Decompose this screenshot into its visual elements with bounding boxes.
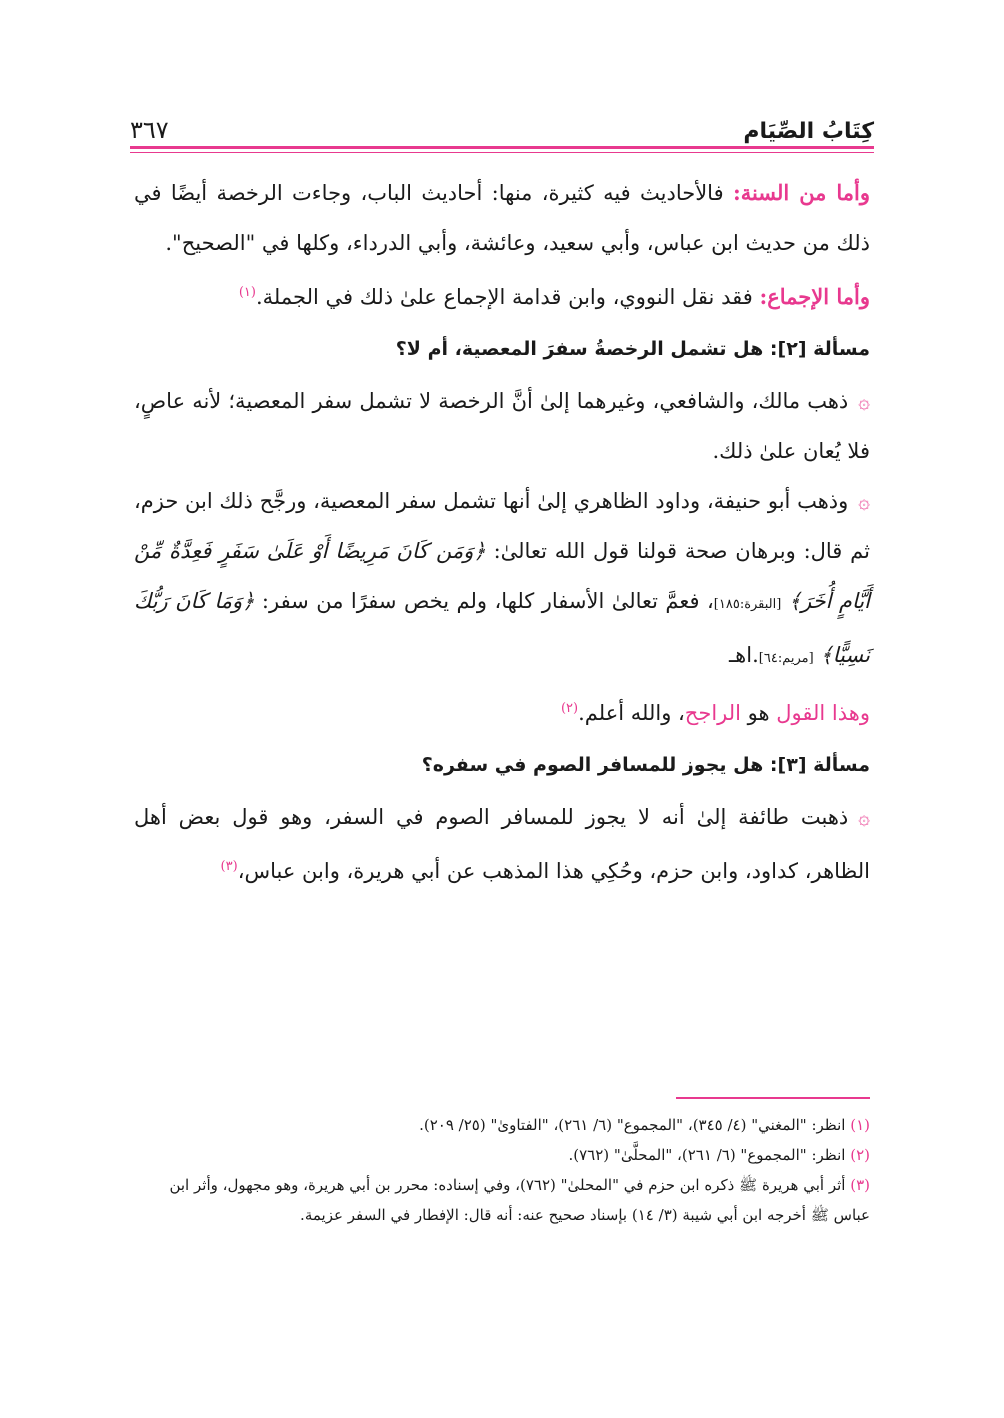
opinion-2-text-a: وذهب أبو حنيفة، وداود الظاهري إلىٰ أنها تشمل سفر المعصية، ورجَّح ذلك ابن حزم، ثم قال: وبرهان صحة قولنا قول الله تعالىٰ: bbox=[134, 489, 870, 563]
ijma-label: وأما الإجماع: bbox=[759, 284, 870, 309]
footnote-3-number: (٣) bbox=[850, 1176, 870, 1194]
question-3-heading bbox=[134, 738, 870, 792]
rajih-paragraph bbox=[134, 684, 870, 738]
question-2-opinion-2 bbox=[134, 476, 870, 684]
rajih-part-3: الراجح bbox=[684, 701, 741, 725]
verse-1-reference: [البقرة:١٨٥] bbox=[713, 597, 782, 612]
header-rule-thin bbox=[130, 152, 874, 153]
star-ornament-icon: ۞ bbox=[858, 805, 870, 829]
quran-verse-1: ﴿وَمَن كَانَ مَرِيضًا أَوْ عَلَىٰ سَفَرٍ فَعِدَّةٌ مِّنْ أَيَّامٍ أُخَرَ﴾ bbox=[134, 539, 870, 613]
book-title: كِتَابُ الصِّيَام bbox=[743, 119, 874, 144]
footnote-1-text: انظر: "المغني" (٤/ ٣٤٥)، "المجموع" (٦/ ٢٦١)، "الفتاوىٰ" (٢٥/ ٢٠٩). bbox=[419, 1116, 851, 1134]
footnote-ref-2[interactable]: (٢) bbox=[560, 701, 579, 716]
footnote-2-text: انظر: "المجموع" (٦/ ٢٦١)، "المحلَّىٰ" (٧٦٢). bbox=[568, 1146, 851, 1164]
footnote-ref-3[interactable]: (٣) bbox=[220, 859, 238, 874]
footnote-separator bbox=[676, 1097, 870, 1099]
ijma-paragraph bbox=[134, 268, 870, 322]
question-2-title: هل تشمل الرخصةُ سفرَ المعصية، أم لا؟ bbox=[395, 338, 770, 360]
sunnah-paragraph bbox=[134, 168, 870, 268]
rajih-part-2: هو bbox=[741, 701, 777, 725]
ijma-text: فقد نقل النووي، وابن قدامة الإجماع علىٰ ذلك في الجملة. bbox=[255, 285, 760, 309]
header-rule-thick bbox=[130, 146, 874, 149]
star-ornament-icon: ۞ bbox=[858, 389, 870, 413]
main-text bbox=[134, 168, 870, 896]
rajih-part-4: ، والله أعلم. bbox=[578, 701, 685, 725]
footnotes bbox=[134, 1110, 870, 1230]
footnote-2 bbox=[134, 1140, 870, 1170]
quran-verse-2: ﴿وَمَا كَانَ رَبُّكَ نَسِيًّا﴾ bbox=[134, 589, 870, 667]
page-number: ٣٦٧ bbox=[130, 116, 169, 144]
q3-opinion-text: ذهبت طائفة إلىٰ أنه لا يجوز للمسافر الصوم في السفر، وهو قول بعض أهل الظاهر، كداود، وابن حزم، وحُكِي هذا المذهب عن أبي هريرة، وابن عباس، bbox=[134, 805, 870, 883]
opinion-2-text-c: .اهـ bbox=[729, 643, 759, 667]
page-header bbox=[130, 108, 874, 144]
opinion-1-text: ذهب مالك، والشافعي، وغيرهما إلىٰ أنَّ الرخصة لا تشمل سفر المعصية؛ لأنه عاصٍ، فلا يُعان علىٰ ذلك. bbox=[134, 389, 870, 463]
question-3-title: هل يجوز للمسافر الصوم في سفره؟ bbox=[421, 754, 770, 776]
question-2-opinion-1 bbox=[134, 376, 870, 476]
question-2-heading bbox=[134, 322, 870, 376]
sunnah-label: وأما من السنة: bbox=[732, 180, 870, 205]
rajih-part-1: وهذا القول bbox=[776, 701, 870, 725]
footnote-1-number: (١) bbox=[850, 1116, 870, 1134]
footnote-3 bbox=[134, 1170, 870, 1230]
footnote-ref-1[interactable]: (١) bbox=[238, 285, 256, 300]
question-3-opinion-1 bbox=[134, 792, 870, 896]
footnote-3-text: أثر أبي هريرة ﷺ ذكره ابن حزم في "المحلىٰ" (٧٦٢)، وفي إسناده: محرر بن أبي هريرة، وهو مجهول، وأثر ابن عباس ﷺ أخرجه ابن أبي شيبة (٣/ ١٤) بإسناد صحيح عنه: أنه قال: الإفطار في السفر عزيمة. bbox=[169, 1176, 870, 1224]
star-ornament-icon: ۞ bbox=[858, 489, 870, 513]
opinion-2-text-b: ، فعمَّ تعالىٰ الأسفار كلها، ولم يخص سفرًا من سفر: bbox=[254, 589, 714, 613]
footnote-1 bbox=[134, 1110, 870, 1140]
question-2-label: مسألة [٢]: bbox=[769, 338, 870, 360]
question-3-label: مسألة [٣]: bbox=[769, 754, 870, 776]
footnote-2-number: (٢) bbox=[850, 1146, 870, 1164]
sunnah-text: فالأحاديث فيه كثيرة، منها: أحاديث الباب، وجاءت الرخصة أيضًا في ذلك من حديث ابن عباس، وأبي سعيد، وعائشة، وأبي الدرداء، وكلها في "الصحيح". bbox=[134, 181, 870, 255]
verse-2-reference: [مريم:٦٤] bbox=[758, 651, 814, 666]
